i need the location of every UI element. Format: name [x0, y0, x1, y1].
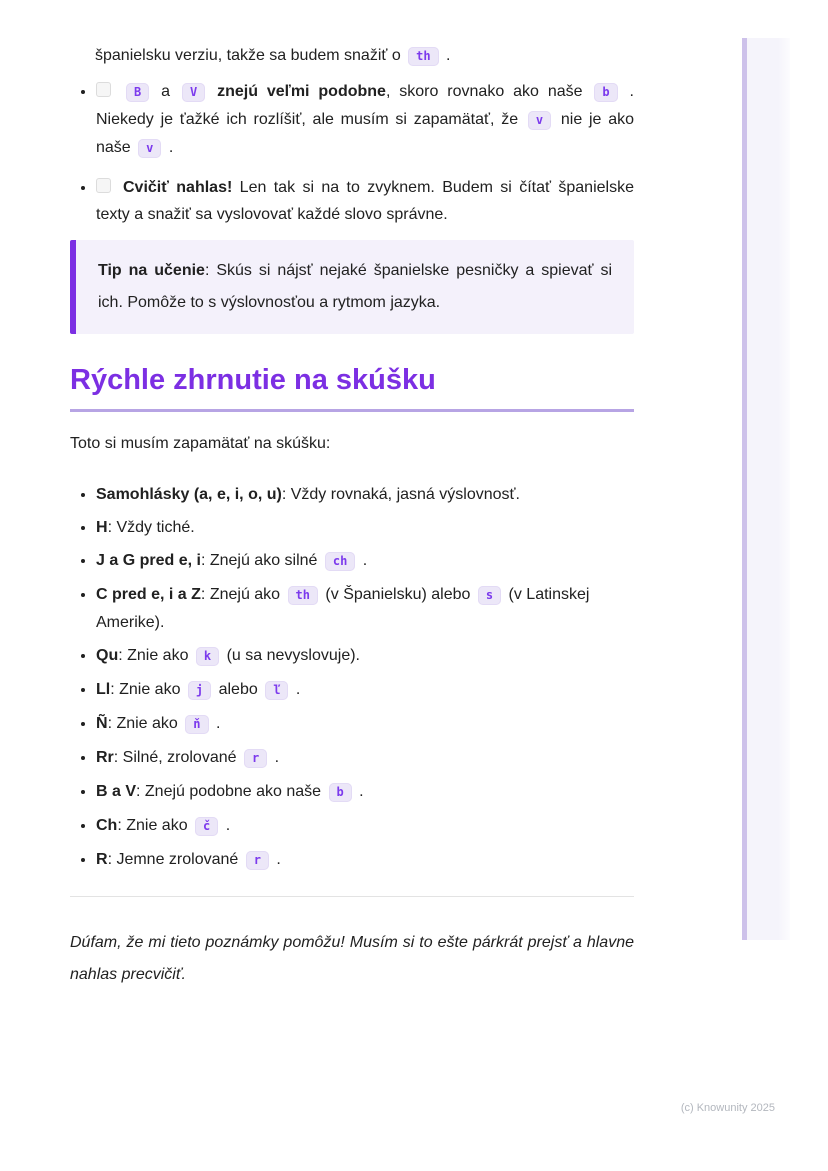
checklist-item: [96, 174, 634, 228]
inline-code-chip: ň: [185, 715, 208, 734]
inline-code-chip: v: [528, 111, 551, 130]
right-margin-strip: [742, 38, 790, 940]
bold-text: H: [96, 519, 108, 536]
inline-code-chip: th: [408, 47, 438, 66]
inline-code-chip: ch: [325, 552, 355, 571]
bold-text: Rr: [96, 749, 114, 766]
summary-list-item: [96, 710, 634, 738]
tip-text: Tip na učenie: Skús si nájsť nejaké španielske pesničky a spievať si ich. Pomôže to s výslovnosťou a rytmom jazyka.: [98, 262, 612, 311]
summary-list-item: [96, 812, 634, 840]
summary-list-item: [96, 846, 634, 874]
summary-list-item: [96, 642, 634, 670]
summary-list-item: [96, 481, 634, 508]
summary-intro: Toto si musím zapamätať na skúšku:: [70, 435, 331, 452]
continuation-paragraph: španielsku verziu, takže sa budem snažiť o th .: [95, 47, 451, 64]
summary-list-item: [96, 676, 634, 704]
tip-callout: [70, 240, 634, 334]
checklist-item: [96, 78, 634, 162]
summary-item-text: Qu: Znie ako k (u sa nevyslovuje).: [96, 647, 360, 664]
inline-code-chip: j: [188, 681, 211, 700]
bold-text: Qu: [96, 647, 119, 664]
notes-content: [70, 42, 634, 991]
inline-code-chip: r: [244, 749, 267, 768]
summary-item-text: Samohlásky (a, e, i, o, u): Vždy rovnaká, jasná výslovnosť.: [96, 486, 520, 503]
summary-item-text: J a G pred e, i: Znejú ako silné ch .: [96, 552, 368, 569]
inline-code-chip: č: [195, 817, 218, 836]
checklist-item-text: Cvičiť nahlas! Len tak si na to zvyknem. Budem si čítať španielske texty a snažiť sa vyslovovať každé slovo správne.: [96, 179, 634, 223]
closing-note: Dúfam, že mi tieto poznámky pomôžu! Musím si to ešte párkrát prejsť a hlavne nahlas precvičiť.: [70, 934, 634, 983]
inline-code-chip: k: [196, 647, 219, 666]
bold-text: B a V: [96, 783, 137, 800]
summary-list-item: [96, 581, 634, 636]
copyright-footer: (c) Knowunity 2025: [680, 1102, 775, 1114]
bold-text: Ñ: [96, 715, 108, 732]
inline-code-chip: th: [288, 586, 318, 605]
bold-text: Samohlásky (a, e, i, o, u): [96, 486, 282, 503]
inline-code-chip: B: [126, 83, 149, 102]
summary-list-item: [96, 514, 634, 541]
inline-code-chip: b: [594, 83, 617, 102]
summary-item-text: C pred e, i a Z: Znejú ako th (v Španielsku) alebo s (v Latinskej Amerike).: [96, 586, 590, 631]
checkbox-unchecked-icon[interactable]: [96, 178, 111, 193]
checkbox-unchecked-icon[interactable]: [96, 82, 111, 97]
inline-code-chip: r: [246, 851, 269, 870]
bold-text: Ch: [96, 817, 118, 834]
summary-item-text: R: Jemne zrolované r .: [96, 851, 281, 868]
bold-text: R: [96, 851, 108, 868]
summary-item-text: Ñ: Znie ako ň .: [96, 715, 221, 732]
summary-item-text: B a V: Znejú podobne ako naše b .: [96, 783, 364, 800]
summary-item-text: Rr: Silné, zrolované r .: [96, 749, 280, 766]
bold-text: Cvičiť nahlas!: [123, 179, 233, 196]
summary-item-text: Ll: Znie ako j alebo ľ .: [96, 681, 301, 698]
inline-code-chip: s: [478, 586, 501, 605]
inline-code-chip: ľ: [265, 681, 288, 700]
summary-list-item: [96, 744, 634, 772]
inline-code-chip: V: [182, 83, 205, 102]
inline-code-chip: b: [329, 783, 352, 802]
checklist: [70, 78, 634, 228]
checklist-item-text: B a V znejú veľmi podobne, skoro rovnako ako naše b . Niekedy je ťažké ich rozlíšiť, ale musím si zapamätať, že v nie je ako naše v .: [96, 83, 635, 156]
bold-text: J a G pred e, i: [96, 552, 201, 569]
inline-code-chip: v: [138, 139, 161, 158]
section-heading: Rýchle zhrnutie na skúšku: [70, 364, 634, 412]
summary-list-item: [96, 778, 634, 806]
summary-list: [70, 481, 634, 874]
summary-item-text: Ch: Znie ako č .: [96, 817, 231, 834]
bold-text: Tip na učenie: [98, 262, 205, 279]
divider: [70, 896, 634, 897]
bold-text: znejú veľmi podobne: [217, 83, 386, 100]
bold-text: C pred e, i a Z: [96, 586, 201, 603]
bold-text: Ll: [96, 681, 111, 698]
summary-list-item: [96, 547, 634, 575]
summary-item-text: H: Vždy tiché.: [96, 519, 195, 536]
